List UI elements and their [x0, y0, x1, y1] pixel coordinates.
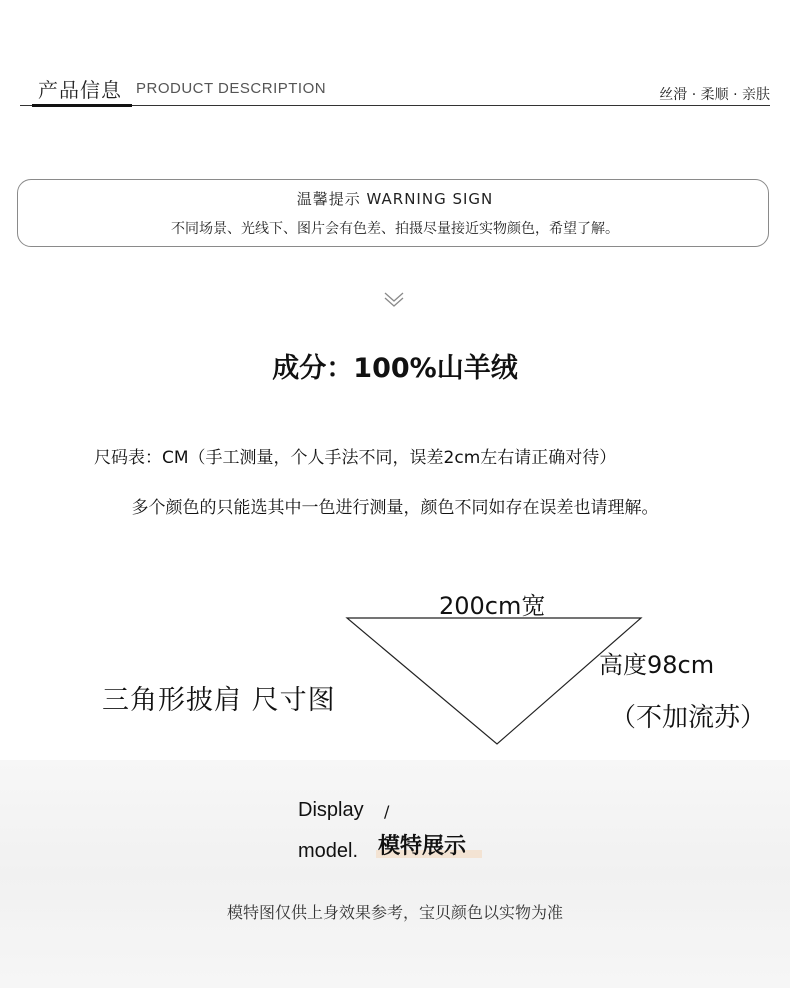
- model-section-background: [0, 760, 790, 988]
- warning-title: 温馨提示 WARNING SIGN: [296, 190, 494, 208]
- header-divider: [20, 105, 770, 106]
- composition-heading: 成分：100%山羊绒: [272, 353, 518, 384]
- triangle-shawl-diagram: [340, 610, 650, 750]
- model-label-en: model.: [298, 840, 359, 862]
- width-label: 200cm宽: [439, 592, 546, 620]
- size-chart-label: 三角形披肩 尺寸图: [102, 685, 336, 716]
- display-label-en: Display: [298, 799, 364, 821]
- warning-text: 不同场景、光线下、图片会有色差、拍摄尽量接近实物颜色，希望了解。: [171, 221, 619, 237]
- fringe-note: （不加流苏）: [610, 703, 767, 733]
- header-divider-accent: [32, 104, 132, 107]
- feature-tags: 丝滑 · 柔顺 · 亲肤: [659, 87, 770, 103]
- size-note-line2: 多个颜色的只能选其中一色进行测量，颜色不同如存在误差也请理解。: [131, 498, 659, 518]
- model-title-cn: 模特展示: [378, 834, 467, 859]
- section-title-en: PRODUCT DESCRIPTION: [136, 80, 327, 97]
- triangle-outline: [347, 618, 641, 744]
- section-title-cn: 产品信息: [38, 78, 122, 102]
- chevron-double-down-icon: [382, 290, 406, 310]
- model-disclaimer: 模特图仅供上身效果参考，宝贝颜色以实物为准: [226, 903, 563, 922]
- size-note-line1: 尺码表：CM（手工测量，个人手法不同，误差2cm左右请正确对待）: [94, 448, 617, 468]
- height-label: 高度98cm: [599, 651, 715, 679]
- display-slash: /: [384, 802, 390, 821]
